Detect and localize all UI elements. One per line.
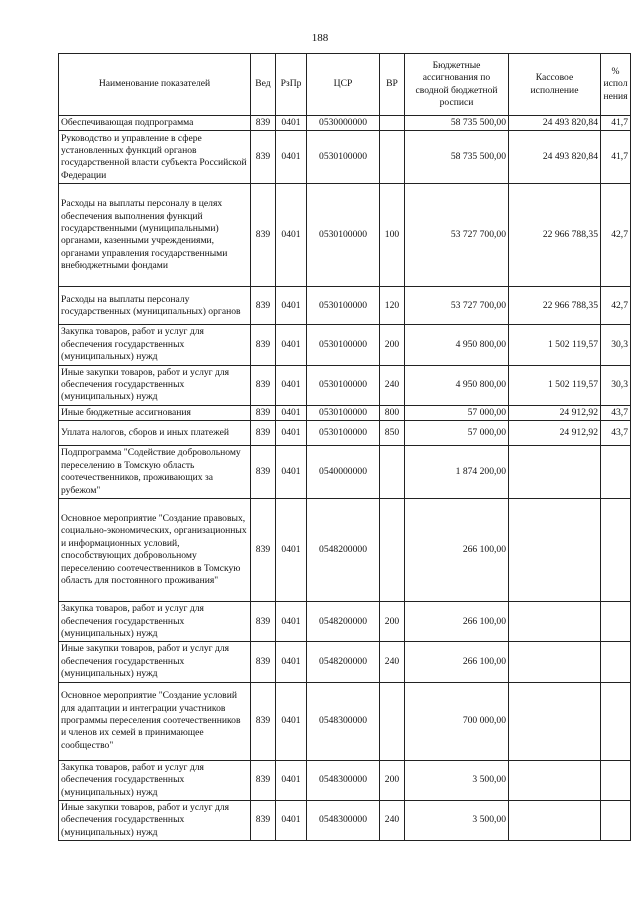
table-row [59, 800, 631, 840]
row-name: Расходы на выплаты персоналу государственных (муниципальных) органов [59, 287, 251, 325]
row-ved: 839 [251, 405, 276, 420]
table-row [59, 682, 631, 760]
row-vr [380, 131, 405, 184]
row-budget: 266 100,00 [405, 602, 509, 642]
row-pct [601, 642, 631, 682]
row-cash [509, 760, 601, 800]
row-budget: 53 727 700,00 [405, 287, 509, 325]
row-name: Иные бюджетные ассигнования [59, 405, 251, 420]
row-name: Руководство и управление в сфере установленных функций органов государственной власти субъекта Российской Федерации [59, 131, 251, 184]
row-vr: 200 [380, 325, 405, 365]
row-name: Иные закупки товаров, работ и услуг для обеспечения государственных (муниципальных) нужд [59, 800, 251, 840]
page-number: 188 [311, 32, 329, 44]
row-rzpr: 0401 [276, 499, 307, 602]
row-rzpr: 0401 [276, 131, 307, 184]
row-rzpr: 0401 [276, 760, 307, 800]
row-pct: 43,7 [601, 421, 631, 446]
row-ved: 839 [251, 760, 276, 800]
table-row [59, 365, 631, 405]
table-row [59, 405, 631, 420]
row-ved: 839 [251, 499, 276, 602]
row-vr [380, 446, 405, 499]
budget-table [58, 53, 631, 841]
row-budget: 58 735 500,00 [405, 116, 509, 131]
row-rzpr: 0401 [276, 682, 307, 760]
row-pct: 41,7 [601, 116, 631, 131]
row-budget: 4 950 800,00 [405, 325, 509, 365]
row-pct: 30,3 [601, 325, 631, 365]
row-cash [509, 499, 601, 602]
table-row [59, 602, 631, 642]
row-rzpr: 0401 [276, 287, 307, 325]
row-vr: 200 [380, 760, 405, 800]
row-rzpr: 0401 [276, 446, 307, 499]
row-budget: 4 950 800,00 [405, 365, 509, 405]
row-name: Иные закупки товаров, работ и услуг для обеспечения государственных (муниципальных) нужд [59, 365, 251, 405]
row-csr: 0548300000 [307, 760, 380, 800]
row-cash [509, 602, 601, 642]
row-ved: 839 [251, 446, 276, 499]
row-csr: 0540000000 [307, 446, 380, 499]
header-csr: ЦСР [307, 54, 380, 116]
row-ved: 839 [251, 131, 276, 184]
row-cash: 22 966 788,35 [509, 287, 601, 325]
row-pct [601, 602, 631, 642]
row-cash: 1 502 119,57 [509, 365, 601, 405]
row-csr: 0530100000 [307, 405, 380, 420]
table-body [59, 116, 631, 841]
row-name: Обеспечивающая подпрограмма [59, 116, 251, 131]
row-cash: 22 966 788,35 [509, 184, 601, 287]
budget-table-container [58, 53, 628, 841]
row-rzpr: 0401 [276, 602, 307, 642]
row-budget: 700 000,00 [405, 682, 509, 760]
table-row [59, 642, 631, 682]
row-cash [509, 642, 601, 682]
row-pct [601, 800, 631, 840]
row-vr [380, 116, 405, 131]
row-name: Основное мероприятие "Создание условий для адаптации и интеграции участников программы переселения соотечественников и членов их семей в принимающее сообщество" [59, 682, 251, 760]
row-budget: 1 874 200,00 [405, 446, 509, 499]
row-pct: 41,7 [601, 131, 631, 184]
row-vr: 240 [380, 642, 405, 682]
row-name: Иные закупки товаров, работ и услуг для обеспечения государственных (муниципальных) нужд [59, 642, 251, 682]
row-csr: 0530100000 [307, 365, 380, 405]
row-vr [380, 682, 405, 760]
row-pct: 42,7 [601, 184, 631, 287]
row-name: Подпрограмма "Содействие добровольному переселению в Томскую область соотечественников, проживающих за рубежом" [59, 446, 251, 499]
row-ved: 839 [251, 642, 276, 682]
row-cash: 1 502 119,57 [509, 325, 601, 365]
table-row [59, 760, 631, 800]
row-cash: 24 493 820,84 [509, 116, 601, 131]
row-vr: 800 [380, 405, 405, 420]
row-name: Основное мероприятие "Создание правовых, социально-экономических, организационных и информационных условий, способствующих добровольному переселению соотечественников в Томскую область для постоянного проживания" [59, 499, 251, 602]
row-csr: 0548200000 [307, 499, 380, 602]
row-cash [509, 446, 601, 499]
row-vr: 120 [380, 287, 405, 325]
row-rzpr: 0401 [276, 421, 307, 446]
row-rzpr: 0401 [276, 642, 307, 682]
row-ved: 839 [251, 184, 276, 287]
row-ved: 839 [251, 682, 276, 760]
header-row [59, 54, 631, 116]
table-row [59, 131, 631, 184]
row-budget: 266 100,00 [405, 642, 509, 682]
row-budget: 3 500,00 [405, 760, 509, 800]
header-name: Наименование показателей [59, 54, 251, 116]
row-budget: 3 500,00 [405, 800, 509, 840]
header-pct: % испол нения [601, 54, 631, 116]
row-cash: 24 912,92 [509, 405, 601, 420]
row-ved: 839 [251, 365, 276, 405]
row-pct: 30,3 [601, 365, 631, 405]
row-pct [601, 446, 631, 499]
row-cash [509, 682, 601, 760]
row-vr: 240 [380, 800, 405, 840]
row-csr: 0530100000 [307, 287, 380, 325]
header-rzpr: РзПр [276, 54, 307, 116]
row-csr: 0530100000 [307, 131, 380, 184]
row-rzpr: 0401 [276, 800, 307, 840]
row-pct [601, 499, 631, 602]
row-cash: 24 493 820,84 [509, 131, 601, 184]
row-cash [509, 800, 601, 840]
row-name: Закупка товаров, работ и услуг для обеспечения государственных (муниципальных) нужд [59, 602, 251, 642]
row-ved: 839 [251, 800, 276, 840]
row-vr: 200 [380, 602, 405, 642]
row-name: Закупка товаров, работ и услуг для обеспечения государственных (муниципальных) нужд [59, 760, 251, 800]
row-pct: 43,7 [601, 405, 631, 420]
row-vr [380, 499, 405, 602]
row-ved: 839 [251, 421, 276, 446]
row-csr: 0530000000 [307, 116, 380, 131]
table-row [59, 325, 631, 365]
row-rzpr: 0401 [276, 365, 307, 405]
table-row [59, 184, 631, 287]
row-pct [601, 760, 631, 800]
header-vr: ВР [380, 54, 405, 116]
row-pct [601, 682, 631, 760]
row-csr: 0530100000 [307, 325, 380, 365]
row-csr: 0548300000 [307, 800, 380, 840]
row-vr: 850 [380, 421, 405, 446]
row-name: Расходы на выплаты персоналу в целях обеспечения выполнения функций государственными (муниципальными) органами, казенными учреждениями, органами управления государственными внебюджетными фондами [59, 184, 251, 287]
header-cash: Кассовое исполнение [509, 54, 601, 116]
row-csr: 0548300000 [307, 682, 380, 760]
row-csr: 0530100000 [307, 421, 380, 446]
row-rzpr: 0401 [276, 184, 307, 287]
row-pct: 42,7 [601, 287, 631, 325]
row-csr: 0548200000 [307, 602, 380, 642]
header-budget: Бюджетные ассигнования по сводной бюджетной росписи [405, 54, 509, 116]
header-ved: Вед [251, 54, 276, 116]
row-ved: 839 [251, 287, 276, 325]
row-rzpr: 0401 [276, 405, 307, 420]
table-row [59, 446, 631, 499]
row-budget: 266 100,00 [405, 499, 509, 602]
row-ved: 839 [251, 325, 276, 365]
row-ved: 839 [251, 116, 276, 131]
table-row [59, 421, 631, 446]
row-name: Закупка товаров, работ и услуг для обеспечения государственных (муниципальных) нужд [59, 325, 251, 365]
row-csr: 0530100000 [307, 184, 380, 287]
row-csr: 0548200000 [307, 642, 380, 682]
row-ved: 839 [251, 602, 276, 642]
row-rzpr: 0401 [276, 116, 307, 131]
row-rzpr: 0401 [276, 325, 307, 365]
row-name: Уплата налогов, сборов и иных платежей [59, 421, 251, 446]
row-budget: 58 735 500,00 [405, 131, 509, 184]
row-budget: 57 000,00 [405, 421, 509, 446]
row-vr: 240 [380, 365, 405, 405]
row-budget: 53 727 700,00 [405, 184, 509, 287]
table-row [59, 499, 631, 602]
table-row [59, 116, 631, 131]
row-vr: 100 [380, 184, 405, 287]
row-budget: 57 000,00 [405, 405, 509, 420]
row-cash: 24 912,92 [509, 421, 601, 446]
table-row [59, 287, 631, 325]
